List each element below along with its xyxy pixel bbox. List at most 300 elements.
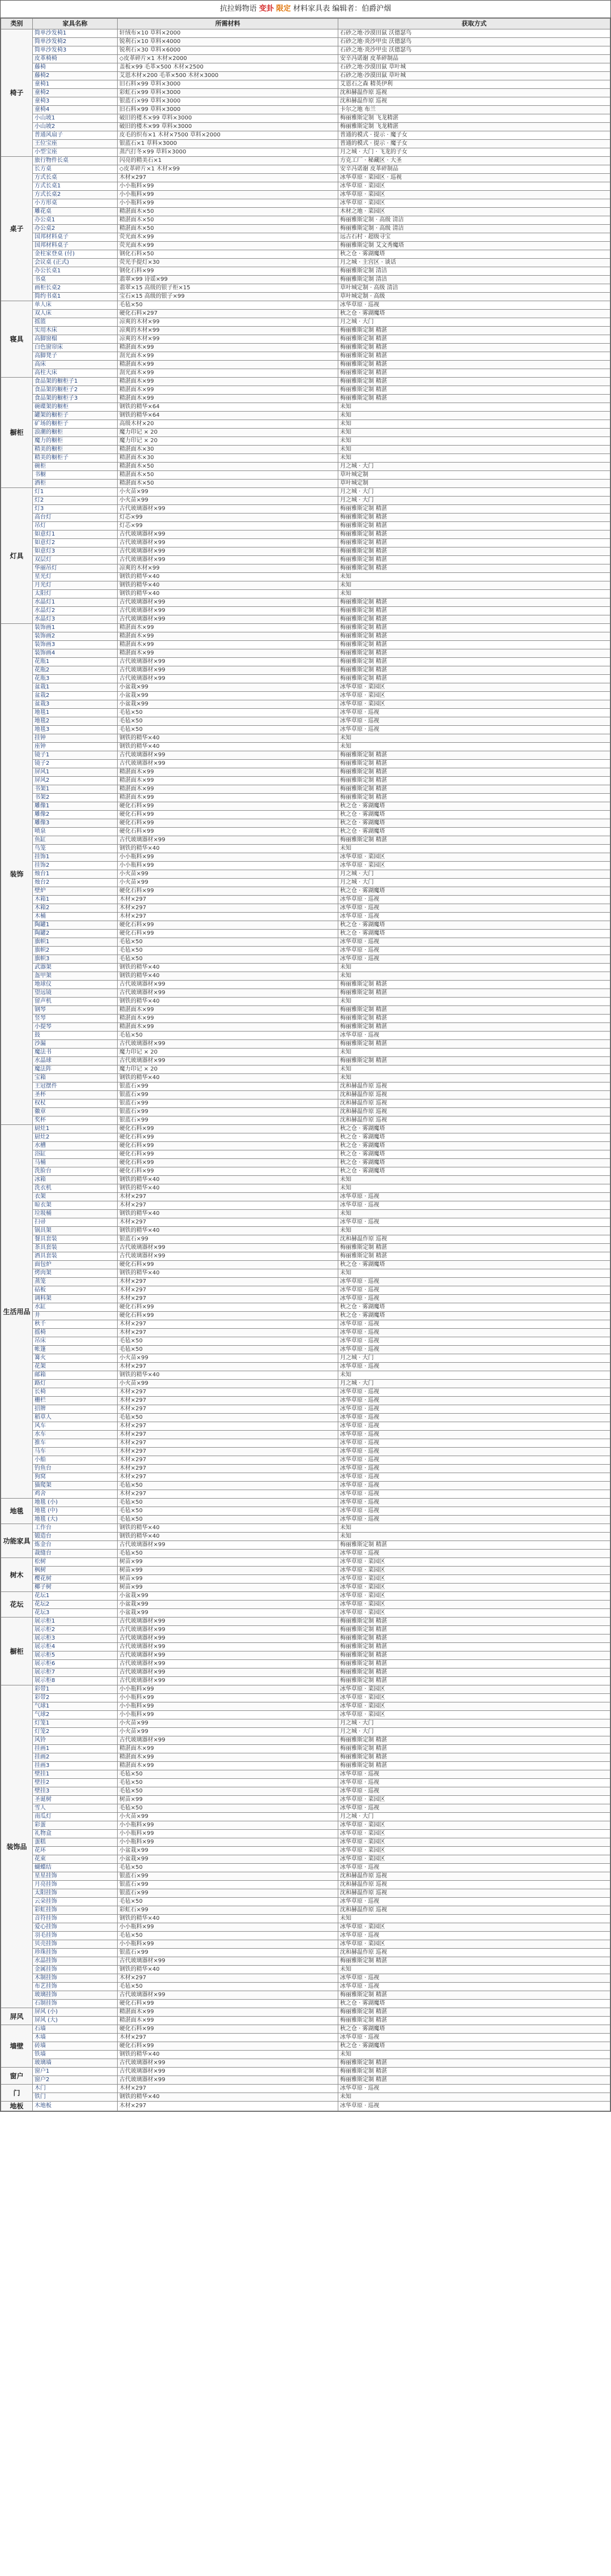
materials-cell: 精湛面木×50 — [118, 480, 338, 488]
table-row — [1, 1397, 610, 1405]
materials-cell: 翡翠×15 高级的银子柜×15 — [118, 284, 338, 293]
furniture-name-cell: 金柱家登桌 (付) — [33, 250, 118, 259]
table-row — [1, 72, 610, 80]
furniture-name-cell: 鼓 — [33, 1032, 118, 1040]
table-row — [1, 734, 610, 743]
furniture-name-cell: 珍珠挂饰 — [33, 1949, 118, 1957]
source-cell: 冰华草原 · 菜园区 — [338, 692, 610, 700]
source-cell: 冰华草原 · 巡视 — [338, 1193, 610, 1201]
materials-cell: 毛毡×50 — [118, 1032, 338, 1040]
table-row — [1, 1116, 610, 1125]
table-row — [1, 420, 610, 429]
source-cell: 冰华草原 · 菜园区 — [338, 1847, 610, 1855]
table-row — [1, 463, 610, 471]
materials-cell: 硬化石料×99 — [118, 802, 338, 811]
category-cell: 墙壁 — [1, 2025, 33, 2068]
materials-cell: 毛毡×50 — [118, 709, 338, 717]
materials-cell: 古代玻璃器材×99 — [118, 539, 338, 547]
table-row — [1, 89, 610, 97]
table-row — [1, 1550, 610, 1558]
source-cell: 秋之仓 · 雾湖魔塔 — [338, 828, 610, 836]
furniture-name-cell: 地毯 (中) — [33, 1507, 118, 1516]
table-row — [1, 1838, 610, 1847]
furniture-name-cell: 水晶球 — [33, 1057, 118, 1066]
source-cell: 冰华草原 · 巡视 — [338, 717, 610, 726]
materials-cell: 小火苗×99 — [118, 1728, 338, 1736]
table-row — [1, 1762, 610, 1770]
materials-cell: 毛毡×50 — [118, 1983, 338, 1991]
materials-cell: 木材×297 — [118, 1218, 338, 1227]
materials-cell: 木材×297 — [118, 1456, 338, 1465]
furniture-name-cell: 花瓶2 — [33, 666, 118, 675]
table-row — [1, 131, 610, 140]
table-row — [1, 921, 610, 930]
materials-cell: 精湛面木×99 — [118, 785, 338, 794]
source-cell: 冰华草原 · 菜园区 — [338, 1702, 610, 1711]
furniture-name-cell: 小方形桌 — [33, 199, 118, 208]
furniture-name-cell: 鸡舍 — [33, 1490, 118, 1499]
furniture-name-cell: 花坛2 — [33, 1601, 118, 1609]
source-cell: 未知 — [338, 1227, 610, 1235]
furniture-name-cell: 水缸 — [33, 1303, 118, 1312]
source-cell: 未知 — [338, 1210, 610, 1218]
table-row — [1, 1099, 610, 1108]
materials-cell: 精湛面木×99 — [118, 1762, 338, 1770]
materials-cell: 小盆栽×99 — [118, 692, 338, 700]
source-cell: 梅丽雅斯定制 精湛 — [338, 624, 610, 632]
table-row — [1, 1210, 610, 1218]
table-row — [1, 1889, 610, 1898]
table-row — [1, 1303, 610, 1312]
furniture-name-cell: 篝火 — [33, 1354, 118, 1363]
furniture-name-cell: 邮箱 — [33, 1371, 118, 1380]
table-row — [1, 1804, 610, 1813]
table-row — [1, 1490, 610, 1499]
source-cell: 梅丽雅斯定制 精湛 — [338, 836, 610, 845]
category-cell: 椅子 — [1, 29, 33, 157]
table-row — [1, 1337, 610, 1346]
furniture-name-cell: 展示柜5 — [33, 1651, 118, 1660]
table-row — [1, 1558, 610, 1567]
table-row — [1, 1431, 610, 1439]
source-cell: 月之城 · 大门 — [338, 497, 610, 505]
source-cell: 秋之仓 · 雾湖魔塔 — [338, 887, 610, 896]
source-cell: 梅丽雅斯定制 精湛 — [338, 564, 610, 573]
furniture-name-cell: 地毯1 — [33, 709, 118, 717]
source-cell: 未知 — [338, 446, 610, 454]
table-row — [1, 522, 610, 530]
table-row — [1, 556, 610, 564]
table-row — [1, 658, 610, 666]
materials-cell: 艾恩木材×200 毛革×500 木材×3000 — [118, 72, 338, 80]
materials-cell: 精湛面木×99 — [118, 777, 338, 785]
table-row — [1, 1380, 610, 1388]
materials-cell: 古代玻璃器材×99 — [118, 658, 338, 666]
materials-cell: 毛毡×50 — [118, 1932, 338, 1940]
source-cell: 梅丽雅斯定制 精湛 — [338, 344, 610, 352]
furniture-name-cell: 椰子树 — [33, 1584, 118, 1592]
source-cell: 普通的模式 · 提示 · 魔子女 — [338, 131, 610, 140]
materials-cell: 精湛面木×99 — [118, 2008, 338, 2017]
materials-cell: 彩虹石×99 草料×3000 — [118, 89, 338, 97]
furniture-name-cell: 花束 — [33, 1855, 118, 1864]
source-cell: 梅丽雅斯定制 精湛 — [338, 777, 610, 785]
table-row — [1, 2093, 610, 2102]
furniture-name-cell: 地毯3 — [33, 726, 118, 734]
table-row — [1, 1269, 610, 1278]
category-cell: 窗户 — [1, 2068, 33, 2085]
table-row — [1, 352, 610, 361]
furniture-name-cell: 藤椅 — [33, 63, 118, 72]
table-row — [1, 284, 610, 293]
table-row — [1, 1448, 610, 1456]
table-row — [1, 1066, 610, 1074]
table-row — [1, 1567, 610, 1575]
source-cell: 梅丽雅斯定制 精湛 — [338, 649, 610, 658]
category-cell: 装饰 — [1, 624, 33, 1125]
materials-cell: 树苗×99 — [118, 1558, 338, 1567]
materials-cell: 精湛面木×30 — [118, 454, 338, 463]
table-row — [1, 335, 610, 344]
materials-cell: 毛毡×50 — [118, 1804, 338, 1813]
source-cell: 梅丽雅斯定制 精湛 — [338, 751, 610, 760]
materials-cell: 毛毡×50 — [118, 1898, 338, 1906]
source-cell: 月之城 · 大门 — [338, 1354, 610, 1363]
furniture-name-cell: 陶罐1 — [33, 921, 118, 930]
furniture-name-cell: 彩带2 — [33, 1694, 118, 1702]
category-cell: 寝具 — [1, 301, 33, 378]
source-cell: 梅丽雅斯定制 精湛 — [338, 522, 610, 530]
furniture-name-cell: 松树 — [33, 1558, 118, 1567]
furniture-name-cell: 展示柜7 — [33, 1668, 118, 1677]
furniture-name-cell: 书桌 — [33, 276, 118, 284]
table-row — [1, 1533, 610, 1541]
furniture-name-cell: 垃圾桶 — [33, 1210, 118, 1218]
source-cell: 冰华草原 · 巡视 — [338, 1346, 610, 1354]
source-cell: 秋之仓 · 雾湖魔塔 — [338, 1133, 610, 1142]
table-row — [1, 182, 610, 191]
source-cell: 梅丽雅斯定制 清洁 — [338, 276, 610, 284]
source-cell: 月之城 · 大门 — [338, 318, 610, 327]
source-cell: 梅丽雅斯定制 精湛 — [338, 1006, 610, 1015]
category-cell: 桌子 — [1, 157, 33, 301]
source-cell: 梅丽雅斯定制 精湛 — [338, 1957, 610, 1966]
materials-cell: 银蓝石×99 — [118, 1881, 338, 1889]
source-cell: 梅丽雅斯定制 精湛 — [338, 1541, 610, 1550]
source-cell: 冰华草原 · 巡视 — [338, 1864, 610, 1872]
furniture-name-cell: 羽毛挂饰 — [33, 1932, 118, 1940]
furniture-name-cell: 童椅3 — [33, 97, 118, 106]
table-row — [1, 276, 610, 284]
furniture-name-cell: 木箱2 — [33, 904, 118, 913]
furniture-name-cell: 挂画2 — [33, 1753, 118, 1762]
table-row — [1, 1668, 610, 1677]
source-cell: 冰华草原 · 巡视 — [338, 2034, 610, 2042]
table-row — [1, 1787, 610, 1796]
furniture-name-cell: 浪潮的橱柜 — [33, 429, 118, 437]
materials-cell: 木材×297 — [118, 1490, 338, 1499]
materials-cell: 古代玻璃器材×99 — [118, 1244, 338, 1252]
title-tag-1: 变卦 — [259, 5, 274, 13]
table-row — [1, 1991, 610, 2000]
source-cell: 冰华草原 · 菜园区 — [338, 1940, 610, 1949]
furniture-name-cell: 盔甲架 — [33, 972, 118, 981]
materials-cell: 毛毡×50 — [118, 1787, 338, 1796]
materials-cell: 毛毡×50 — [118, 955, 338, 964]
category-cell: 地毯 — [1, 1499, 33, 1524]
furniture-name-cell: 碗碟架的橱柜 — [33, 403, 118, 412]
table-row — [1, 378, 610, 386]
source-cell: 未知 — [338, 1184, 610, 1193]
table-row — [1, 615, 610, 624]
title-prefix: 抗拉姆物语 — [220, 5, 257, 13]
materials-cell: 毛毡×50 — [118, 1482, 338, 1490]
furniture-name-cell: 挂钟 — [33, 734, 118, 743]
materials-cell: 钢铁的精华×40 — [118, 1533, 338, 1541]
source-cell: 石砂之地·沙漠田鼠 草叶城 — [338, 63, 610, 72]
furniture-name-cell: 高脚凳子 — [33, 352, 118, 361]
furniture-name-cell: 摇篮 — [33, 318, 118, 327]
furniture-name-cell: 武器架 — [33, 964, 118, 972]
materials-cell: 皮毛的织布×1 木材×7500 草料×2000 — [118, 131, 338, 140]
table-row — [1, 46, 610, 55]
table-row — [1, 1184, 610, 1193]
materials-cell: 刮光面木×99 — [118, 352, 338, 361]
table-row — [1, 530, 610, 539]
table-row — [1, 216, 610, 225]
materials-cell: 钢铁的精华×40 — [118, 1915, 338, 1923]
table-row — [1, 743, 610, 751]
table-row — [1, 38, 610, 46]
materials-cell: 古代玻璃器材×99 — [118, 530, 338, 539]
furniture-name-cell: 书架1 — [33, 785, 118, 794]
source-cell: 冰华草原 · 菜园区 — [338, 1694, 610, 1702]
source-cell: 月之城 · 大门 — [338, 1380, 610, 1388]
materials-cell: 小小瓶料×99 — [118, 199, 338, 208]
source-cell: 冰华草原 · 菜园区 — [338, 1711, 610, 1719]
materials-cell: 硬化石料×99 — [118, 1303, 338, 1312]
materials-cell: 木材×297 — [118, 174, 338, 182]
table-row — [1, 947, 610, 955]
source-cell: 冰华草原 · 巡视 — [338, 1218, 610, 1227]
table-row — [1, 2102, 610, 2111]
furniture-name-cell: 贝壳挂饰 — [33, 1940, 118, 1949]
materials-cell: 旧石料×99 草料×3000 — [118, 106, 338, 114]
furniture-name-cell: 装饰画2 — [33, 632, 118, 641]
table-row — [1, 250, 610, 259]
column-header-materials: 所需材料 — [118, 19, 338, 29]
table-row — [1, 1133, 610, 1142]
furniture-name-cell: 镜子1 — [33, 751, 118, 760]
source-cell: 秋之仓 · 雾湖魔塔 — [338, 819, 610, 828]
furniture-name-cell: 小型宝座 — [33, 148, 118, 157]
materials-cell: 毛毡×50 — [118, 1507, 338, 1516]
table-row — [1, 726, 610, 734]
furniture-name-cell: 陶罐2 — [33, 930, 118, 938]
furniture-name-cell: 马桶 — [33, 1159, 118, 1167]
table-row — [1, 1159, 610, 1167]
furniture-name-cell: 屏风2 — [33, 777, 118, 785]
materials-cell: 古代玻璃器材×99 — [118, 1660, 338, 1668]
source-cell: 草叶城定制 — [338, 471, 610, 480]
table-row — [1, 1023, 610, 1032]
category-cell: 生活用品 — [1, 1125, 33, 1499]
materials-cell: 精湛面木×99 — [118, 2017, 338, 2025]
furniture-name-cell: 方式长桌1 — [33, 182, 118, 191]
materials-cell: 小火苗×99 — [118, 488, 338, 497]
table-row — [1, 768, 610, 777]
source-cell: 未知 — [338, 590, 610, 598]
table-row — [1, 811, 610, 819]
table-row — [1, 598, 610, 607]
furniture-name-cell: 水槽 — [33, 1142, 118, 1150]
materials-cell: 古代玻璃器材×99 — [118, 1634, 338, 1643]
table-row — [1, 930, 610, 938]
table-row — [1, 80, 610, 89]
table-row — [1, 140, 610, 148]
source-cell: 沈和赫温作原 巡视 — [338, 1889, 610, 1898]
materials-cell: 精湛面木×50 — [118, 463, 338, 471]
table-row — [1, 590, 610, 598]
furniture-name-cell: 圣杯 — [33, 1091, 118, 1099]
materials-cell: 荧光面木×99 — [118, 242, 338, 250]
table-row — [1, 386, 610, 395]
materials-cell: 古代玻璃器材×99 — [118, 989, 338, 998]
materials-cell: 木材×297 — [118, 1388, 338, 1397]
furniture-name-cell: 简单沙发椅2 — [33, 38, 118, 46]
furniture-name-cell: 小船 — [33, 1456, 118, 1465]
table-row — [1, 649, 610, 658]
source-cell: 梅丽雅斯定制 精湛 — [338, 1040, 610, 1049]
materials-cell: 木材×297 — [118, 1363, 338, 1371]
materials-cell: 魔力印记 × 20 — [118, 429, 338, 437]
materials-cell: 钢铁的精华×40 — [118, 972, 338, 981]
source-cell: 梅丽雅斯定制 精湛 — [338, 1643, 610, 1651]
table-row — [1, 819, 610, 828]
materials-cell: 古代玻璃器材×99 — [118, 556, 338, 564]
table-row — [1, 267, 610, 276]
materials-cell: 魔力印记 × 20 — [118, 1049, 338, 1057]
materials-cell: 古代玻璃器材×99 — [118, 760, 338, 768]
materials-cell: 魔力印记 × 20 — [118, 1066, 338, 1074]
materials-cell: 小盆栽×99 — [118, 1855, 338, 1864]
materials-cell: 树苗×99 — [118, 1584, 338, 1592]
column-header-source: 获取方式 — [338, 19, 610, 29]
source-cell: 梅丽雅斯定制 精湛 — [338, 1626, 610, 1634]
table-row — [1, 1320, 610, 1329]
furniture-name-cell: 彩蛋 — [33, 1821, 118, 1830]
furniture-name-cell: 彩虹挂饰 — [33, 1906, 118, 1915]
table-row — [1, 539, 610, 547]
source-cell: 冰华草原 · 巡视 — [338, 2085, 610, 2093]
source-cell: 冰华草原 · 巡视 — [338, 1490, 610, 1499]
furniture-name-cell: 吊床 — [33, 1337, 118, 1346]
source-cell: 未知 — [338, 1066, 610, 1074]
materials-cell: 银蓝石×99 — [118, 1116, 338, 1125]
table-row — [1, 802, 610, 811]
table-header-row — [1, 19, 610, 29]
materials-cell: ◇皮革碎片×1 木材×99 — [118, 165, 338, 174]
materials-cell: 钢铁的精华×40 — [118, 1227, 338, 1235]
table-row — [1, 1295, 610, 1303]
table-row — [1, 1218, 610, 1227]
furniture-name-cell: 木桶 — [33, 913, 118, 921]
table-row — [1, 1439, 610, 1448]
source-cell: 未知 — [338, 1533, 610, 1541]
furniture-name-cell: 小山坡2 — [33, 123, 118, 131]
materials-cell: 灯芯×99 — [118, 522, 338, 530]
furniture-name-cell: 矿场的橱柜子 — [33, 420, 118, 429]
materials-cell: 硬化石料×99 — [118, 2042, 338, 2051]
table-row — [1, 1278, 610, 1286]
table-row — [1, 1601, 610, 1609]
table-row — [1, 1957, 610, 1966]
table-row — [1, 862, 610, 870]
furniture-name-cell: 雪人 — [33, 1804, 118, 1813]
furniture-name-cell: 洗脸台 — [33, 1167, 118, 1176]
materials-cell: 小火苗×99 — [118, 497, 338, 505]
materials-cell: 古代玻璃器材×99 — [118, 1626, 338, 1634]
source-cell: 冰华草原 · 菜园区 — [338, 1796, 610, 1804]
furniture-name-cell: 秋千 — [33, 1320, 118, 1329]
materials-cell: 钢铁的精华×40 — [118, 1176, 338, 1184]
furniture-name-cell: 洗衣机 — [33, 1184, 118, 1193]
furniture-name-cell: 茶具套装 — [33, 1244, 118, 1252]
materials-cell: 毛毡×50 — [118, 1337, 338, 1346]
materials-cell: 木材×297 — [118, 2034, 338, 2042]
table-row — [1, 505, 610, 514]
furniture-name-cell: 南瓜灯 — [33, 1813, 118, 1821]
materials-cell: 荧光面木×99 — [118, 233, 338, 242]
table-row — [1, 1363, 610, 1371]
table-row — [1, 1634, 610, 1643]
table-row — [1, 344, 610, 352]
materials-cell: 小火苗×99 — [118, 1719, 338, 1728]
source-cell: 冰华草原 · 巡视 — [338, 1405, 610, 1414]
category-cell: 橱柜 — [1, 378, 33, 488]
materials-cell: 古代玻璃器材×99 — [118, 1957, 338, 1966]
furniture-name-cell: 壁炉 — [33, 887, 118, 896]
furniture-name-cell: 礼物盒 — [33, 1830, 118, 1838]
table-row — [1, 794, 610, 802]
source-cell: 未知 — [338, 403, 610, 412]
table-row — [1, 1252, 610, 1261]
source-cell: 秋之仓 · 雾湖魔塔 — [338, 1125, 610, 1133]
source-cell: 月之城 · 大门 — [338, 1813, 610, 1821]
materials-cell: 锐利石×10 草料×4000 — [118, 38, 338, 46]
table-row — [1, 1108, 610, 1116]
materials-cell: 毛毡×50 — [118, 717, 338, 726]
furniture-name-cell: 钢琴 — [33, 1006, 118, 1015]
table-row — [1, 29, 610, 38]
source-cell: 冰华草原 · 巡视 — [338, 1439, 610, 1448]
materials-cell: 银蓝石×99 — [118, 1082, 338, 1091]
furniture-name-cell: 摇椅 — [33, 1329, 118, 1337]
table-row — [1, 573, 610, 581]
source-cell: 冰华草原 · 巡视 — [338, 947, 610, 955]
furniture-name-cell: 镜子2 — [33, 760, 118, 768]
column-header-name: 家具名称 — [33, 19, 118, 29]
source-cell: 秋之仓 · 雾湖魔塔 — [338, 2042, 610, 2051]
table-row — [1, 1974, 610, 1983]
materials-cell: 精湛面木×30 — [118, 446, 338, 454]
table-row — [1, 887, 610, 896]
materials-cell: 精湛面木×99 — [118, 649, 338, 658]
table-row — [1, 318, 610, 327]
furniture-name-cell: 木门 — [33, 2085, 118, 2093]
materials-cell: 银蓝石×99 — [118, 1091, 338, 1099]
furniture-name-cell: 灯笼1 — [33, 1719, 118, 1728]
